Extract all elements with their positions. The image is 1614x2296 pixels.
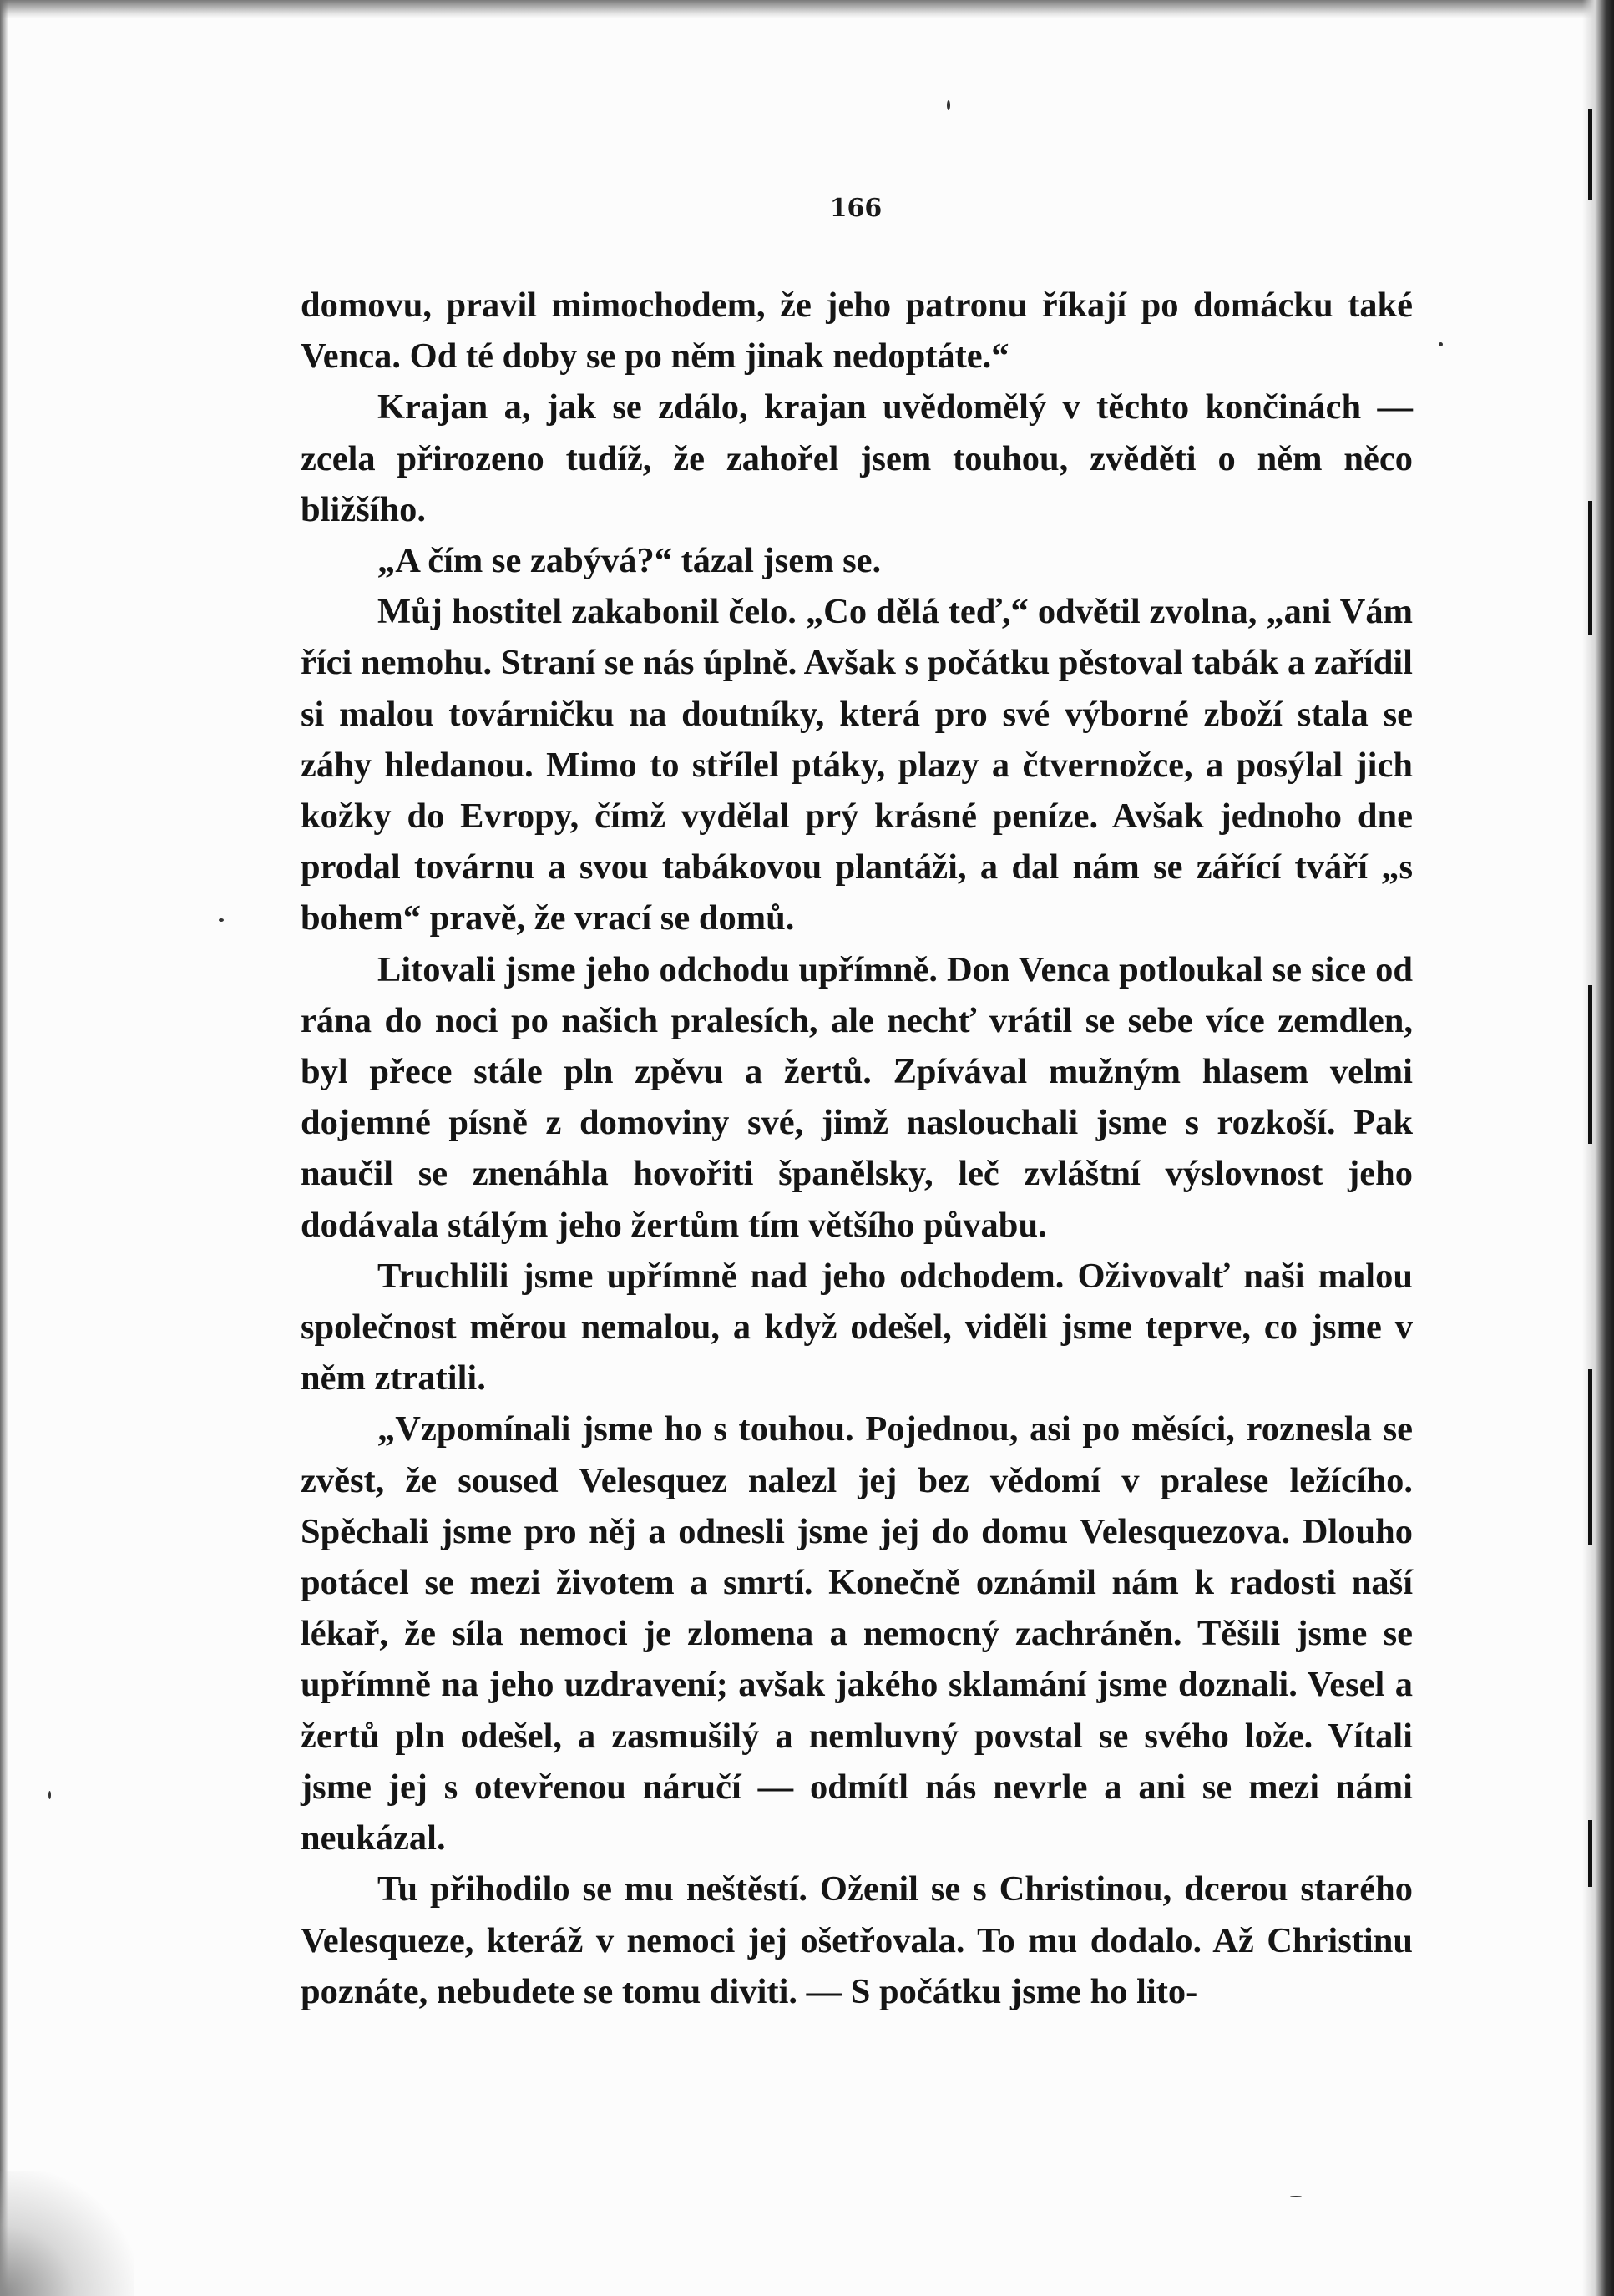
page-corner-shadow xyxy=(0,2171,134,2296)
paragraph: Krajan a, jak se zdálo, krajan uvědomělý v těchto končinách — zcela přirozeno tudíž, že zahořel jsem touhou, zvěděti o něm něco bližšího. xyxy=(301,387,1413,529)
page-left-edge-shadow xyxy=(0,0,8,2296)
scan-speck xyxy=(1290,2196,1302,2197)
margin-rule xyxy=(1588,1820,1592,1887)
paragraph: „Vzpomínali jsme ho s touhou. Pojednou, asi po měsíci, roznesla se zvěst, že soused Velesquez nalezl jej bez vědomí v pralese ležícího. Spěchali jsme pro něj a odnesli jsme jej do domu Velesquezova. Dlouho potácel se mezi životem a smrtí. Konečně oznámil nám k radosti naší lékař, že síla nemoci je zlomena a nemocný zachráněn. Těšili jsme se upřímně na jeho uzdravení; avšak jakého sklamání jsme doznali. Vesel a žertů pln odešel, a zasmušilý a nemluvný povstal se svého lože. Vítali jsme jej s otevřenou náručí — odmítl nás nevrle a ani se mezi námi neukázal. xyxy=(301,1409,1413,1859)
margin-rule xyxy=(1588,1369,1592,1545)
scan-speck xyxy=(1439,342,1443,346)
scan-speck xyxy=(947,100,950,110)
margin-rule xyxy=(1588,501,1592,635)
margin-rule xyxy=(1588,985,1592,1144)
scan-speck xyxy=(219,918,224,922)
margin-rule xyxy=(1588,109,1592,200)
paragraph: Tu přihodilo se mu neštěstí. Oženil se s Christinou, dcerou starého Velesqueze, kteráž v nemoci jej ošetřovala. To mu dodalo. Až Christinu poznáte, nebudete se tomu diviti. — S počátku jsme ho lito- xyxy=(301,1869,1413,2011)
paragraph: „A čím se zabývá?“ tázal jsem se. xyxy=(377,541,882,581)
page-number: 166 xyxy=(829,194,883,223)
scan-speck xyxy=(48,1791,51,1799)
paragraph: Litovali jsme jeho odchodu upřímně. Don Venca potloukal se sice od rána do noci po našich pralesích, ale nechť vrátil se sebe více zemdlen, byl přece stále pln zpěvu a žertů. Zpívával mužným hlasem velmi dojemné písně z domoviny své, jimž naslouchali jsme s rozkoší. Pak naučil se znenáhla hovořiti španělsky, leč zvláštní výslovnost jeho dodávala stálým jeho žertům tím většího půvabu. xyxy=(301,949,1413,1245)
page-right-edge-shadow xyxy=(1582,0,1614,2296)
paragraph: Truchlili jsme upřímně nad jeho odchodem. Oživovalť naši malou společnost měrou nemalou, a když odešel, viděli jsme teprve, co jsme v něm ztratili. xyxy=(301,1256,1413,1398)
page-top-edge-shadow xyxy=(0,0,1614,18)
paragraph: domovu, pravil mimochodem, že jeho patronu říkají po domácku také Venca. Od té doby se po něm jinak nedoptáte.“ xyxy=(301,286,1413,377)
paragraph: Můj hostitel zakabonil čelo. „Co dělá teď,“ odvětil zvolna, „ani Vám říci nemohu. Straní se nás úplně. Avšak s počátku pěstoval tabák a zařídil si malou továrničku na doutníky, která pro své výborné zboží stala se záhy hledanou. Mimo to střílel ptáky, plazy a čtvernožce, a posýlal jich kožky do Evropy, čímž vydělal prý krásné peníze. Avšak jednoho dne prodal továrnu a svou tabákovou plantáži, a dal nám se zářící tváří „s bohem“ pravě, že vrací se domů. xyxy=(301,592,1413,938)
body-text xyxy=(301,280,1413,2017)
